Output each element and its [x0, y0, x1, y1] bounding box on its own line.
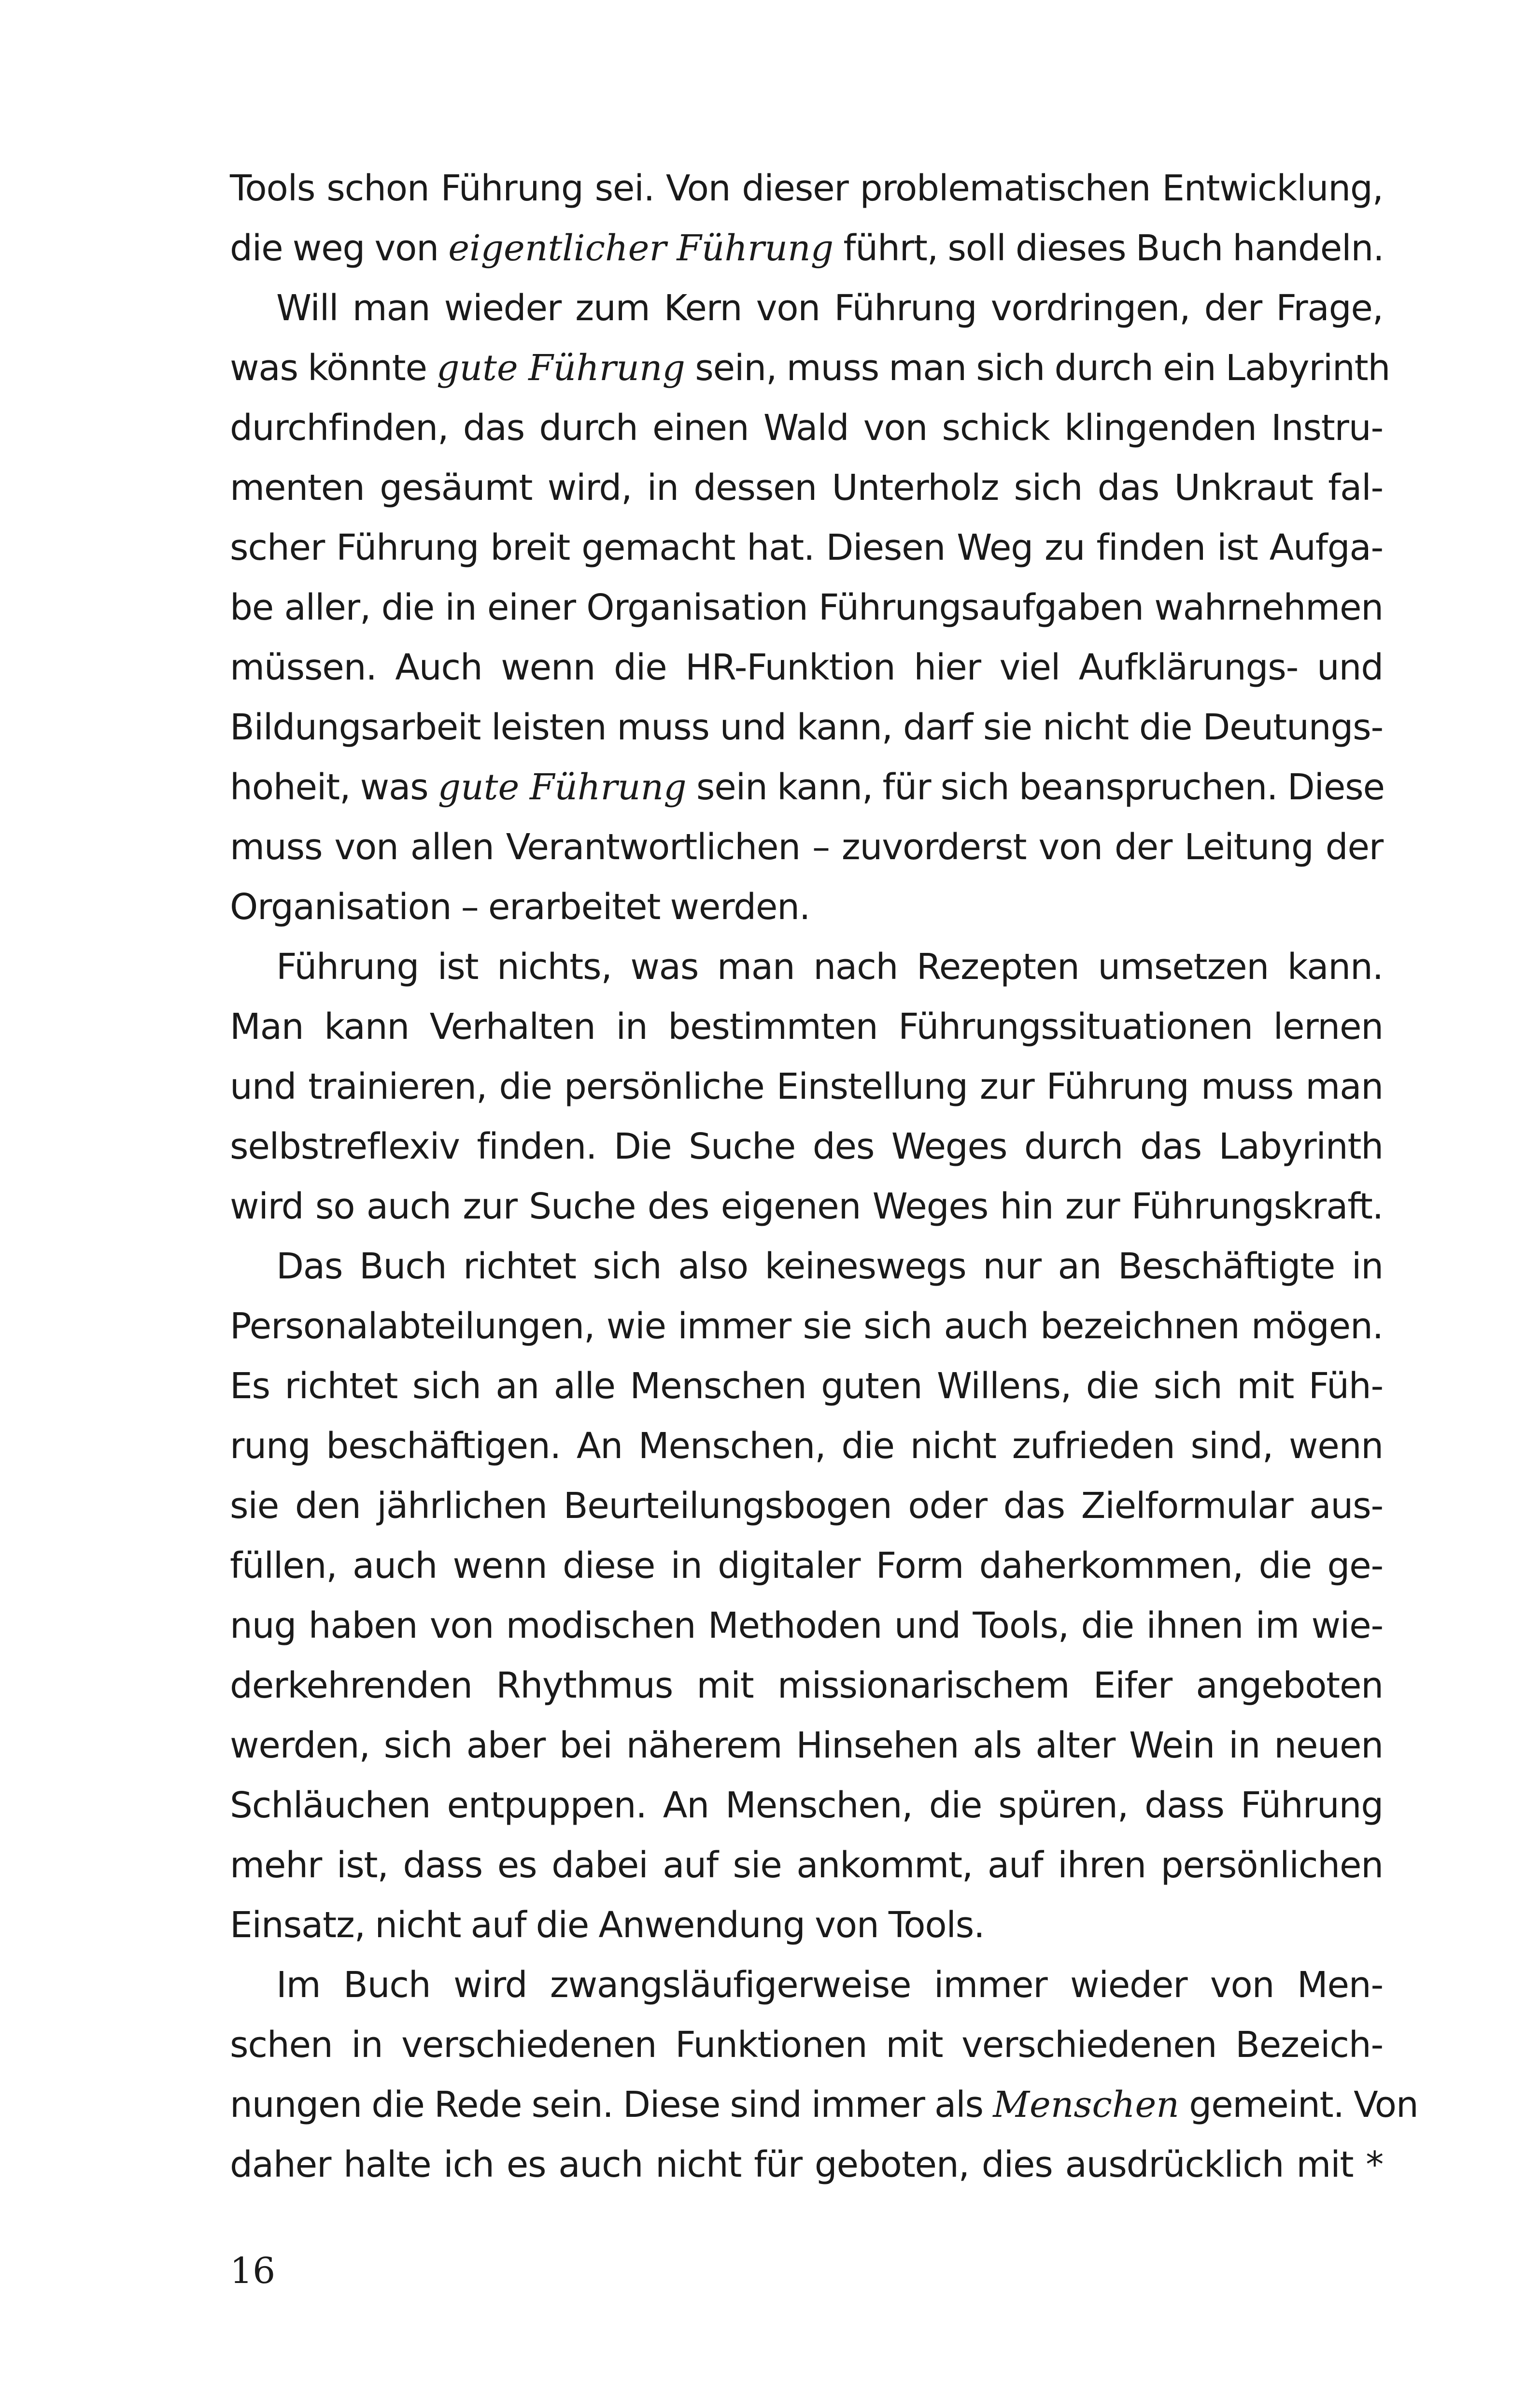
- text-line: [230, 1057, 1383, 1117]
- text-segment: mehr ist, dass es dabei auf sie ankommt, auf ihren persönlichen: [230, 1844, 1383, 1886]
- text-segment: und trainieren, die persönliche Einstellung zur Führung muss man: [230, 1066, 1383, 1107]
- text-segment: die weg von: [230, 227, 449, 269]
- text-segment: menten gesäumt wird, in dessen Unterholz sich das Unkraut fal-: [230, 467, 1383, 509]
- text-segment: Tools schon Führung sei. Von dieser problematischen Entwicklung,: [230, 168, 1383, 209]
- emphasized-text: eigentlicher Führung: [448, 227, 834, 269]
- text-segment: wird so auch zur Suche des eigenen Weges hin zur Führungskraft.: [230, 1186, 1383, 1227]
- text-segment: nug haben von modischen Methoden und Tools, die ihnen im wie-: [230, 1605, 1383, 1646]
- text-line: [230, 817, 1383, 877]
- text-line: [230, 278, 1383, 338]
- text-segment: durchfinden, das durch einen Wald von schick klingenden Instru-: [230, 407, 1383, 449]
- text-line: [230, 1117, 1383, 1177]
- text-line: [230, 218, 1383, 278]
- text-segment: be aller, die in einer Organisation Führungsaufgaben wahrnehmen: [230, 587, 1383, 628]
- text-segment: Personalabteilungen, wie immer sie sich auch bezeichnen mögen.: [230, 1305, 1383, 1347]
- text-line: [230, 2015, 1383, 2075]
- text-segment: müssen. Auch wenn die HR-Funktion hier viel Aufklärungs- und: [230, 647, 1383, 688]
- text-line: [230, 937, 1383, 997]
- text-segment: selbstreflexiv finden. Die Suche des Weges durch das Labyrinth: [230, 1126, 1383, 1167]
- text-segment: was könnte: [230, 347, 437, 389]
- text-segment: sie den jährlichen Beurteilungsbogen oder das Zielformular aus-: [230, 1485, 1383, 1527]
- text-segment: Organisation – erarbeitet werden.: [230, 886, 810, 928]
- text-segment: werden, sich aber bei näherem Hinsehen als alter Wein in neuen: [230, 1725, 1383, 1766]
- text-segment: Will man wieder zum Kern von Führung vordringen, der Frage,: [276, 287, 1383, 329]
- text-segment: Das Buch richtet sich also keineswegs nur an Beschäftigte in: [276, 1246, 1383, 1287]
- text-segment: sein, muss man sich durch ein Labyrinth: [685, 347, 1390, 389]
- text-line: [230, 1955, 1383, 2015]
- text-segment: muss von allen Verantwortlichen – zuvorderst von der Leitung der: [230, 826, 1383, 868]
- text-line: [230, 877, 1383, 937]
- text-line: [230, 1416, 1383, 1476]
- text-segment: füllen, auch wenn diese in digitaler Form daherkommen, die ge-: [230, 1545, 1383, 1587]
- emphasized-text: gute Führung: [438, 766, 687, 808]
- text-line: [230, 338, 1390, 398]
- text-segment: rung beschäftigen. An Menschen, die nicht zufrieden sind, wenn: [230, 1425, 1383, 1467]
- text-line: [230, 1656, 1383, 1715]
- text-segment: schen in verschiedenen Funktionen mit verschiedenen Bezeich-: [230, 2024, 1383, 2066]
- text-segment: Es richtet sich an alle Menschen guten Willens, die sich mit Füh-: [230, 1365, 1383, 1407]
- text-line: [230, 1476, 1383, 1536]
- text-segment: Einsatz, nicht auf die Anwendung von Tools.: [230, 1904, 985, 1946]
- text-segment: Führung ist nichts, was man nach Rezepten umsetzen kann.: [276, 946, 1383, 988]
- text-segment: nungen die Rede sein. Diese sind immer als: [230, 2084, 993, 2126]
- text-line: [230, 757, 1383, 817]
- text-segment: Man kann Verhalten in bestimmten Führungssituationen lernen: [230, 1006, 1383, 1048]
- text-line: [230, 458, 1383, 518]
- text-line: [230, 1177, 1383, 1236]
- text-line: [230, 1835, 1383, 1895]
- text-segment: sein kann, für sich beanspruchen. Diese: [686, 766, 1385, 808]
- text-line: [230, 2075, 1418, 2135]
- text-line: [230, 997, 1383, 1057]
- text-segment: scher Führung breit gemacht hat. Diesen Weg zu finden ist Aufga-: [230, 527, 1383, 568]
- text-segment: Bildungsarbeit leisten muss und kann, darf sie nicht die Deutungs-: [230, 707, 1383, 748]
- text-line: [230, 1296, 1383, 1356]
- text-segment: daher halte ich es auch nicht für geboten, dies ausdrücklich mit *: [230, 2144, 1383, 2185]
- text-segment: Im Buch wird zwangsläufigerweise immer wieder von Men-: [276, 1964, 1383, 2006]
- emphasized-text: Menschen: [993, 2084, 1179, 2126]
- text-line: [230, 697, 1383, 757]
- page-number: 16: [230, 2250, 276, 2292]
- text-line: [230, 1236, 1383, 1296]
- text-line: [230, 578, 1383, 638]
- text-segment: hoheit, was: [230, 766, 438, 808]
- text-line: [230, 158, 1383, 218]
- text-line: [230, 2135, 1383, 2195]
- text-line: [230, 398, 1383, 458]
- text-segment: führt, soll dieses Buch handeln.: [834, 227, 1384, 269]
- body-text: [230, 158, 1418, 2195]
- text-line: [230, 518, 1383, 578]
- text-segment: Schläuchen entpuppen. An Menschen, die spüren, dass Führung: [230, 1785, 1383, 1826]
- text-line: [230, 1536, 1383, 1596]
- text-line: [230, 1775, 1383, 1835]
- text-line: [230, 1596, 1383, 1656]
- text-line: [230, 638, 1383, 697]
- text-segment: gemeint. Von: [1179, 2084, 1418, 2126]
- text-line: [230, 1356, 1383, 1416]
- text-line: [230, 1895, 1383, 1955]
- emphasized-text: gute Führung: [437, 347, 685, 389]
- text-line: [230, 1715, 1383, 1775]
- text-segment: derkehrenden Rhythmus mit missionarischem Eifer angeboten: [230, 1665, 1383, 1706]
